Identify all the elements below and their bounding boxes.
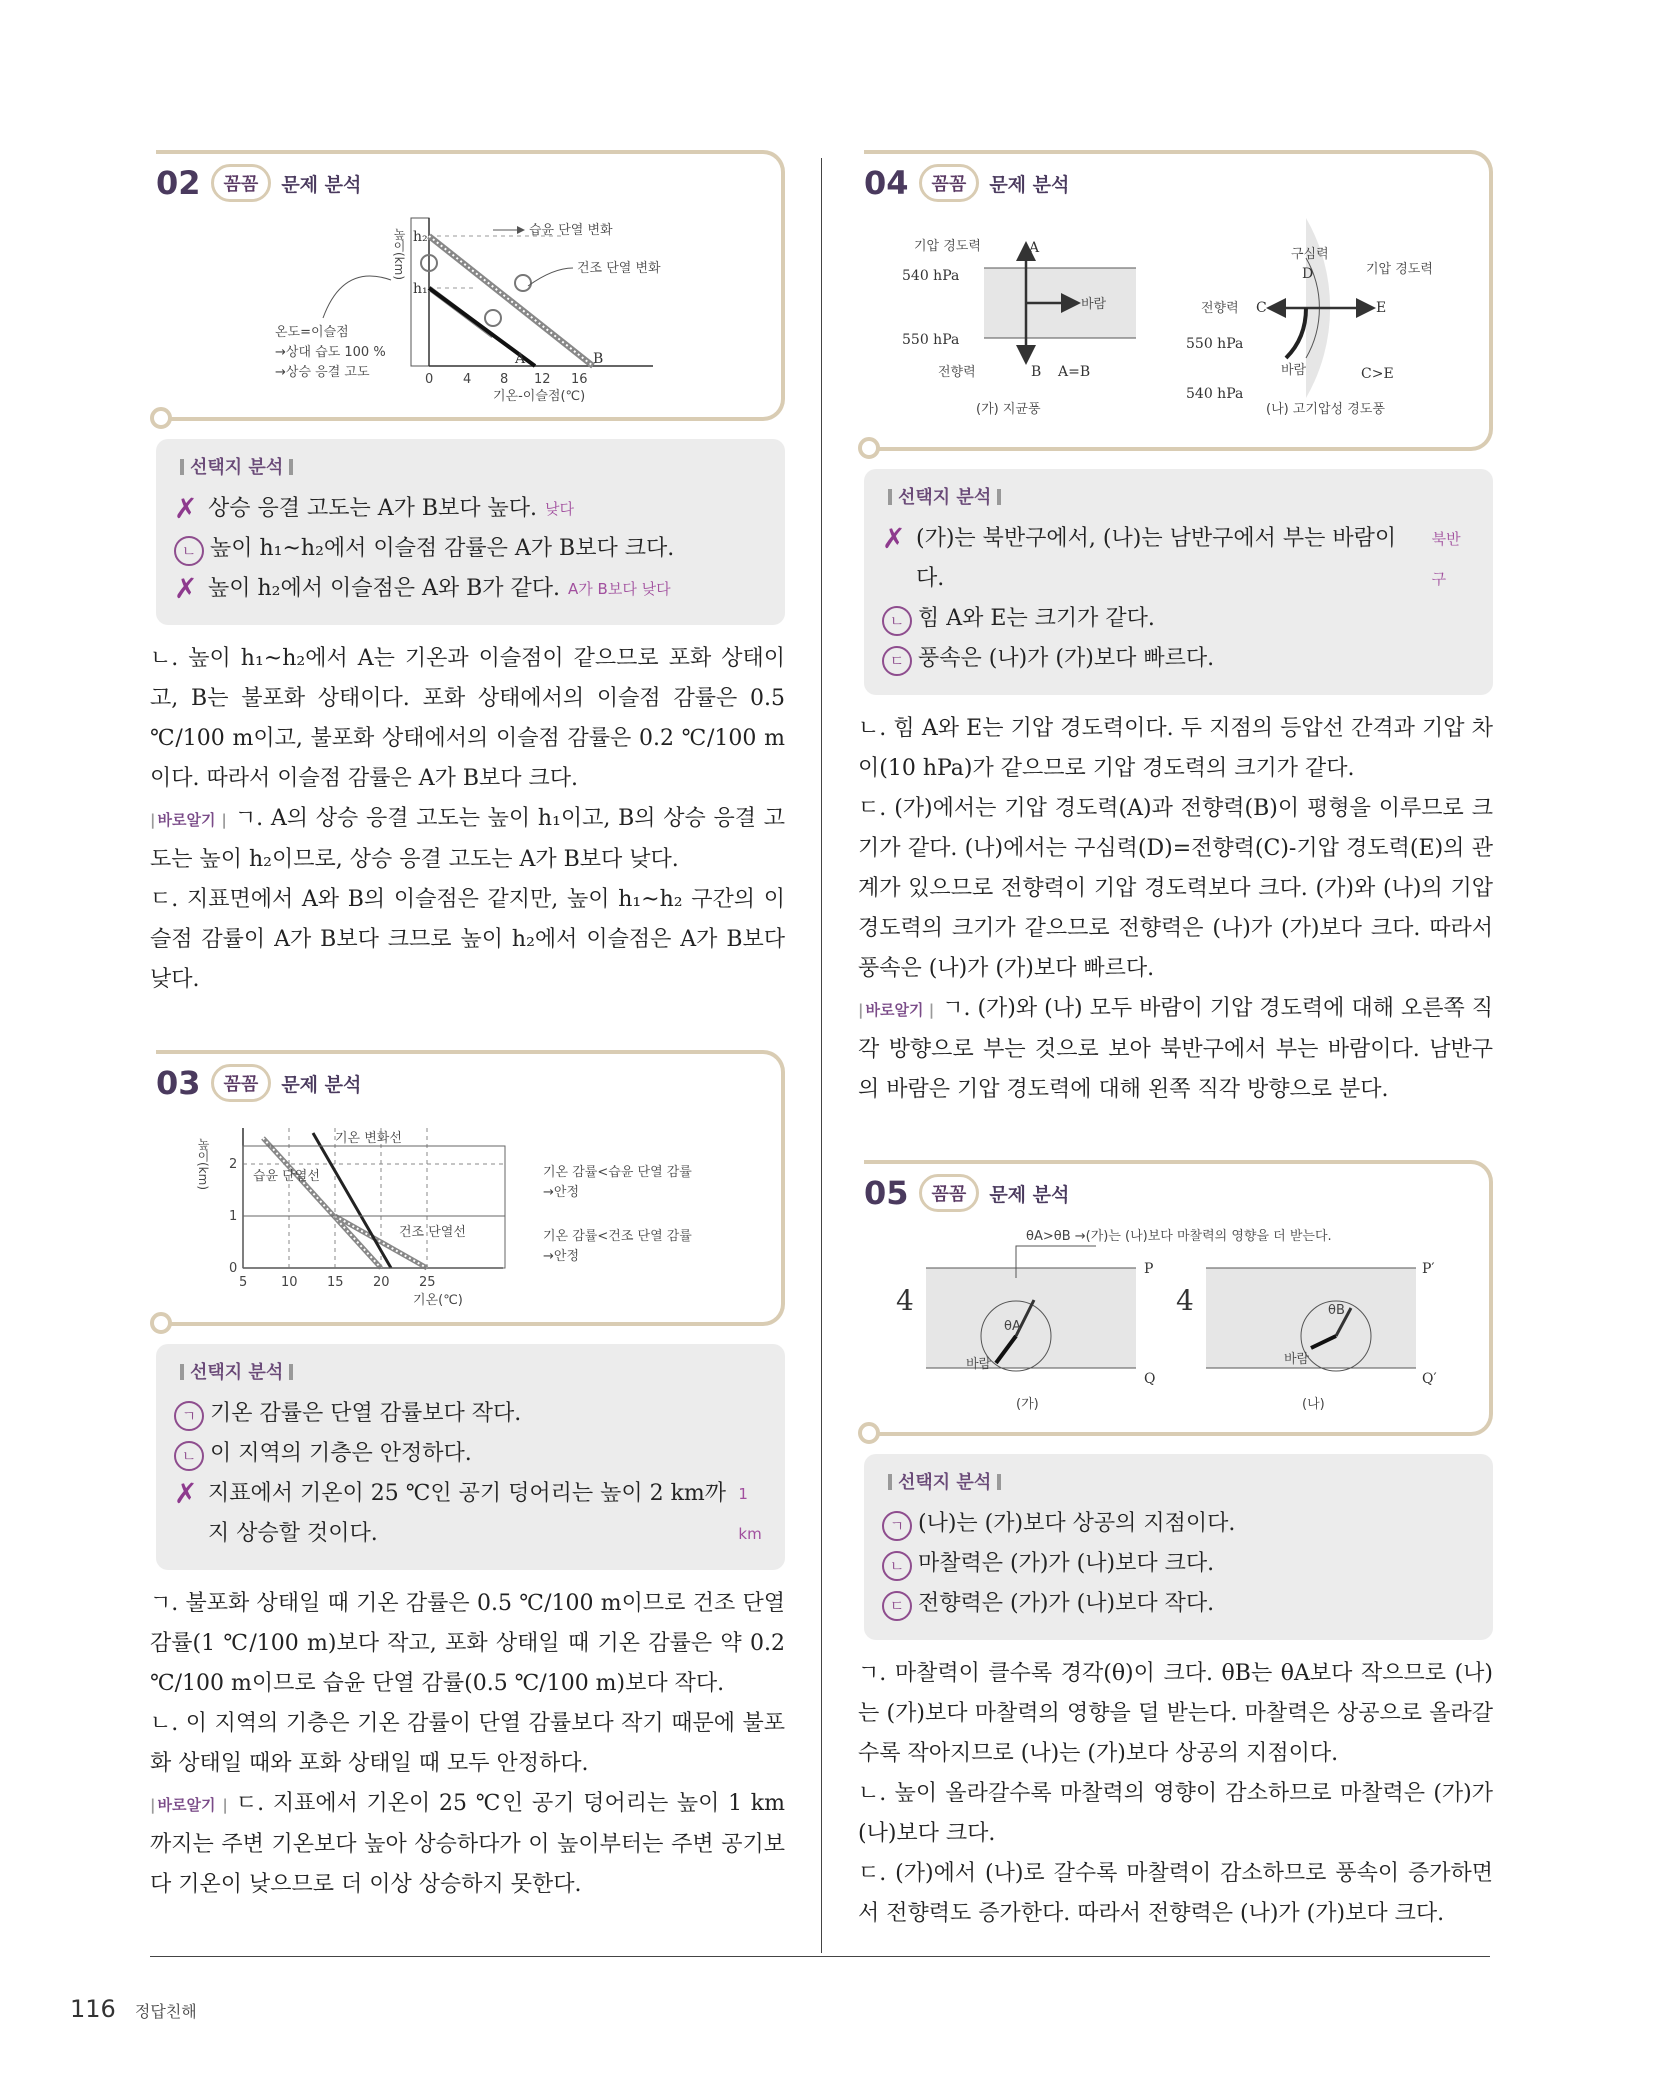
wrong-mark-icon: ✗ bbox=[174, 572, 198, 605]
choice-text: (가)는 북반구에서, (나)는 남반구에서 부는 바람이다. bbox=[916, 526, 1397, 591]
baro-text: ㄱ. (가)와 (나) 모두 바람이 기압 경도력에 대해 오른쪽 직각 방향으로 부는 것으로 보아 북반구에서 부는 바람이다. 남반구의 바람은 기압 경도력에 대해 왼쪽 직각 방향으로 분다. bbox=[858, 996, 1493, 1102]
explanation-04 bbox=[858, 709, 1493, 1110]
wrong-mark-icon: ✗ bbox=[882, 522, 906, 555]
section-title: 문제 분석 bbox=[281, 173, 362, 196]
caption-right: (나) bbox=[1301, 1397, 1325, 1412]
explanation-paragraph: ㄷ. 지표면에서 A와 B의 이슬점은 같지만, 높이 h₁~h₂ 구간의 이슬점 감률이 A가 B보다 크므로 높이 h₂에서 이슬점은 A가 B보다 낮다. bbox=[150, 887, 785, 992]
choices-box-05 bbox=[864, 1454, 1493, 1640]
x-tick-16: 16 bbox=[570, 372, 588, 387]
label-q: Q bbox=[1143, 1371, 1155, 1387]
arrow-dry bbox=[528, 268, 573, 286]
x-axis-label: 기온(℃) bbox=[412, 1293, 463, 1308]
section-title: 문제 분석 bbox=[281, 1073, 362, 1096]
label-q2: Q′ bbox=[1421, 1371, 1437, 1387]
choice-correction: 1 km bbox=[738, 1485, 762, 1543]
annotation-1a: 기온 감률<습윤 단열 감률 bbox=[542, 1165, 692, 1180]
choice-item bbox=[174, 489, 767, 529]
x-tick-5: 5 bbox=[238, 1275, 247, 1290]
caption-left: (가) 지균풍 bbox=[975, 402, 1041, 417]
explanation-paragraph: ㄴ. 힘 A와 E는 기압 경도력이다. 두 지점의 등압선 간격과 기압 차이(10 hPa)가 같으므로 기압 경도력의 크기가 같다. bbox=[858, 716, 1493, 781]
problem-number: 02 bbox=[156, 164, 201, 202]
choice-text: 높이 h₁~h₂에서 이슬점 감률은 A가 B보다 크다. bbox=[210, 536, 675, 561]
choice-item bbox=[882, 1504, 1475, 1544]
explanation-paragraph: ㄱ. 마찰력이 클수록 경각(θ)이 크다. θB는 θA보다 작으므로 (나)는 (가)보다 마찰력의 영향을 덜 받는다. 마찰력은 상공으로 올라갈수록 작아지므로 (나)는 (가)보다 상공의 지점이다. bbox=[858, 1661, 1493, 1766]
p540-right: 540 hPa bbox=[1185, 386, 1243, 402]
problem-03 bbox=[150, 1050, 785, 1905]
left-number: 4 bbox=[895, 1284, 914, 1317]
baro-paragraph bbox=[858, 989, 1493, 1110]
correct-mark-icon: ㄱ bbox=[882, 1511, 912, 1541]
choice-text: 지표에서 기온이 25 ℃인 공기 덩어리는 높이 2 km까지 상승할 것이다. bbox=[208, 1481, 727, 1546]
analysis-box-04 bbox=[864, 150, 1493, 451]
column-divider bbox=[821, 158, 822, 1953]
choice-item bbox=[882, 599, 1475, 639]
problem-number: 05 bbox=[864, 1174, 909, 1212]
h2-label: h₂ bbox=[412, 229, 428, 245]
annotation-2a: 기온 감률<건조 단열 감률 bbox=[542, 1229, 692, 1244]
point-a: A bbox=[514, 351, 525, 367]
choice-text: 이 지역의 기층은 안정하다. bbox=[210, 1441, 472, 1466]
analysis-box-03 bbox=[156, 1050, 785, 1326]
wind-label-left: 바람 bbox=[965, 1357, 991, 1372]
choices-title: 선택지 분석 bbox=[174, 453, 767, 479]
arrow-left bbox=[323, 276, 391, 318]
explanation-05 bbox=[858, 1654, 1493, 1934]
footer-label: 정답친해 bbox=[134, 2002, 197, 2021]
choices-box-02 bbox=[156, 439, 785, 625]
right-column bbox=[858, 150, 1493, 1972]
left-annotation-2: →상대 습도 100 % bbox=[274, 345, 386, 360]
choice-correction: 낮다 bbox=[545, 500, 575, 518]
problem-04 bbox=[858, 150, 1493, 1110]
section-title: 문제 분석 bbox=[989, 173, 1070, 196]
baro-text: ㄱ. A의 상승 응결 고도는 높이 h₁이고, B의 상승 응결 고도는 높이 h₂이므로, 상승 응결 고도는 A가 B보다 낮다. bbox=[150, 806, 785, 872]
choices-box-03 bbox=[156, 1344, 785, 1570]
y-tick-0: 0 bbox=[228, 1261, 237, 1276]
point-b: B bbox=[592, 351, 603, 367]
annotation-2b: →안정 bbox=[542, 1249, 579, 1264]
problem-number: 04 bbox=[864, 164, 909, 202]
letter-d: D bbox=[1301, 266, 1313, 282]
y-axis-label: 높이(km) bbox=[391, 228, 406, 281]
choice-text: 풍속은 (나)가 (가)보다 빠르다. bbox=[918, 646, 1215, 671]
choice-correction: 북반구 bbox=[1431, 530, 1461, 588]
correct-mark-icon: ㄴ bbox=[174, 1441, 204, 1471]
choice-item bbox=[174, 1474, 767, 1554]
left-annotation-1: 온도=이슬점 bbox=[274, 325, 349, 340]
temp-line-label: 기온 변화선 bbox=[334, 1131, 402, 1146]
correct-mark-icon: ㄱ bbox=[174, 1401, 204, 1431]
x-tick-0: 0 bbox=[424, 372, 433, 387]
problem-header-05 bbox=[864, 1174, 1477, 1212]
friction-figure bbox=[866, 1218, 1476, 1418]
choice-item bbox=[174, 569, 767, 609]
choice-item bbox=[174, 1434, 767, 1474]
analysis-box-02 bbox=[156, 150, 785, 421]
x-tick-15: 15 bbox=[326, 1275, 344, 1290]
choice-text: 마찰력은 (가)가 (나)보다 크다. bbox=[918, 1551, 1215, 1576]
page-number: 116 bbox=[70, 1995, 116, 2023]
choice-item bbox=[882, 519, 1475, 599]
left-annotation-3: →상승 응결 고도 bbox=[274, 365, 370, 380]
lapse-rate-figure bbox=[163, 1108, 763, 1308]
choice-text: 상승 응결 고도는 A가 B보다 높다. bbox=[208, 496, 538, 521]
annotation-1b: →안정 bbox=[542, 1185, 579, 1200]
coriolis-label-right: 전향력 bbox=[1200, 301, 1239, 316]
p540-left: 540 hPa bbox=[901, 268, 959, 284]
wind-label-right: 바람 bbox=[1280, 363, 1306, 378]
choice-item bbox=[882, 1584, 1475, 1624]
letter-b: B bbox=[1030, 364, 1041, 380]
moist-line-label: 습윤 단열선 bbox=[252, 1169, 320, 1184]
choice-text: 기온 감률은 단열 감률보다 작다. bbox=[210, 1401, 522, 1426]
x-tick-4: 4 bbox=[462, 372, 471, 387]
correct-mark-icon: ㄴ bbox=[882, 606, 912, 636]
explanation-paragraph: ㄴ. 높이 h₁~h₂에서 A는 기온과 이슬점이 같으므로 포화 상태이고, B는 불포화 상태이다. 포화 상태에서의 이슬점 감률은 0.5 ℃/100 m이고, 불포화 상태에서의 이슬점 감률은 0.2 ℃/100 m이다. 따라서 이슬점 감률은 A가 B보다 크다. bbox=[150, 646, 785, 791]
y-axis-label: 높이(km) bbox=[195, 1138, 210, 1191]
dewpoint-figure bbox=[163, 208, 763, 403]
label-p2: P′ bbox=[1421, 1261, 1435, 1277]
problem-header-03 bbox=[156, 1064, 769, 1102]
correct-mark-icon: ㄷ bbox=[882, 1591, 912, 1621]
wrong-mark-icon: ✗ bbox=[174, 1477, 198, 1510]
c-greater-e: C>E bbox=[1360, 366, 1394, 382]
wind-label-left: 바람 bbox=[1080, 297, 1106, 312]
baro-paragraph bbox=[150, 799, 785, 880]
badge: 꼼꼼 bbox=[211, 1064, 272, 1102]
correct-mark-icon: ㄴ bbox=[174, 536, 204, 566]
baro-label: | 바로알기 | bbox=[858, 1001, 934, 1019]
pgf-label-left: 기압 경도력 bbox=[913, 239, 981, 254]
choice-item bbox=[174, 529, 767, 569]
caption-right: (나) 고기압성 경도풍 bbox=[1265, 402, 1385, 417]
wind-label-right: 바람 bbox=[1283, 1352, 1309, 1367]
x-axis-label: 기온-이슬점(℃) bbox=[492, 389, 585, 403]
letter-e: E bbox=[1375, 300, 1386, 316]
moist-annotation: 습윤 단열 변화 bbox=[528, 223, 613, 238]
explanation-paragraph: ㄱ. 불포화 상태일 때 기온 감률은 0.5 ℃/100 m이므로 건조 단열 감률(1 ℃/100 m)보다 작고, 포화 상태일 때 기온 감률은 약 0.2 ℃/100 m이므로 습윤 단열 감률(0.5 ℃/100 m)보다 작다. bbox=[150, 1591, 785, 1696]
choices-title: 선택지 분석 bbox=[174, 1358, 767, 1384]
x-tick-20: 20 bbox=[372, 1275, 390, 1290]
choices-title: 선택지 분석 bbox=[882, 483, 1475, 509]
choice-item bbox=[174, 1394, 767, 1434]
theta-a: θA bbox=[1003, 1319, 1021, 1334]
problem-header-02 bbox=[156, 164, 769, 202]
y-tick-2: 2 bbox=[228, 1157, 237, 1172]
letter-c: C bbox=[1255, 300, 1267, 316]
explanation-02 bbox=[150, 639, 785, 1000]
problem-05 bbox=[858, 1160, 1493, 1934]
choice-text: 전향력은 (가)가 (나)보다 작다. bbox=[918, 1591, 1215, 1616]
dry-line-label: 건조 단열선 bbox=[398, 1225, 466, 1240]
badge: 꼼꼼 bbox=[919, 164, 980, 202]
choices-box-04 bbox=[864, 469, 1493, 695]
theta-b: θB bbox=[1327, 1303, 1345, 1318]
x-tick-10: 10 bbox=[280, 1275, 298, 1290]
band-left bbox=[926, 1268, 1136, 1368]
badge: 꼼꼼 bbox=[919, 1174, 980, 1212]
marker-circle-3 bbox=[515, 275, 531, 291]
p550-right: 550 hPa bbox=[1185, 336, 1243, 352]
explanation-paragraph: ㄷ. (가)에서 (나)로 갈수록 마찰력이 감소하므로 풍속이 증가하면서 전향력도 증가한다. 따라서 전향력은 (나)가 (가)보다 크다. bbox=[858, 1861, 1493, 1926]
choice-text: (나)는 (가)보다 상공의 지점이다. bbox=[918, 1511, 1236, 1536]
explanation-paragraph: ㄴ. 이 지역의 기층은 기온 감률이 단열 감률보다 작기 때문에 불포화 상태일 때와 포화 상태일 때 모두 안정하다. bbox=[150, 1711, 785, 1776]
x-tick-25: 25 bbox=[418, 1275, 436, 1290]
choice-text: 힘 A와 E는 크기가 같다. bbox=[918, 606, 1155, 631]
explanation-paragraph: ㄴ. 높이 올라갈수록 마찰력의 영향이 감소하므로 마찰력은 (가)가 (나)보다 크다. bbox=[858, 1781, 1493, 1846]
explanation-paragraph: ㄷ. (가)에서는 기압 경도력(A)과 전향력(B)이 평형을 이루므로 크기가 같다. (나)에서는 구심력(D)=전향력(C)-기압 경도력(E)의 관계가 있으므로 전향력이 기압 경도력보다 크다. (가)와 (나)의 기압 경도력의 크기가 같으므로 전향력은 (나)가 (가)보다 크다. 따라서 풍속은 (나)가 (가)보다 빠르다. bbox=[858, 796, 1493, 981]
letter-a: A bbox=[1028, 240, 1039, 256]
wind-arrow-right bbox=[1286, 308, 1306, 358]
caption-left: (가) bbox=[1015, 1397, 1039, 1412]
baro-label: | 바로알기 | bbox=[150, 811, 227, 829]
x-tick-8: 8 bbox=[499, 372, 508, 387]
wrong-mark-icon: ✗ bbox=[174, 492, 198, 525]
section-title: 문제 분석 bbox=[989, 1183, 1070, 1206]
wind-figure bbox=[866, 208, 1476, 433]
marker-circle-2 bbox=[485, 310, 501, 326]
baro-text: ㄷ. 지표에서 기온이 25 ℃인 공기 덩어리는 높이 1 km까지는 주변 기온보다 높아 상승하다가 이 높이부터는 주변 공기보다 기온이 낮으므로 더 이상 상승하지 못한다. bbox=[150, 1791, 786, 1897]
choice-item bbox=[882, 1544, 1475, 1584]
choice-item bbox=[882, 639, 1475, 679]
badge: 꼼꼼 bbox=[211, 164, 272, 202]
problem-number: 03 bbox=[156, 1064, 201, 1102]
choice-text: 높이 h₂에서 이슬점은 A와 B가 같다. bbox=[208, 576, 561, 601]
baro-label: | 바로알기 | bbox=[150, 1796, 228, 1814]
a-equals-b: A=B bbox=[1057, 364, 1090, 380]
dry-annotation: 건조 단열 변화 bbox=[576, 261, 661, 276]
coriolis-label-left: 전향력 bbox=[937, 365, 976, 380]
page-footer bbox=[70, 1995, 197, 2023]
explanation-03 bbox=[150, 1584, 785, 1905]
correct-mark-icon: ㄷ bbox=[882, 646, 912, 676]
left-column bbox=[150, 150, 785, 1943]
centripetal-label: 구심력 bbox=[1290, 247, 1329, 262]
x-tick-12: 12 bbox=[533, 372, 551, 387]
top-note: θA>θB →(가)는 (나)보다 마찰력의 영향을 더 받는다. bbox=[1025, 1229, 1332, 1244]
pgf-label-right: 기압 경도력 bbox=[1365, 262, 1433, 277]
y-tick-1: 1 bbox=[228, 1209, 237, 1224]
band-right bbox=[1206, 1268, 1416, 1368]
correct-mark-icon: ㄴ bbox=[882, 1551, 912, 1581]
problem-02 bbox=[150, 150, 785, 1000]
temperature-line bbox=[313, 1133, 391, 1268]
choices-title: 선택지 분석 bbox=[882, 1468, 1475, 1494]
baro-paragraph bbox=[150, 1784, 785, 1905]
right-number: 4 bbox=[1175, 1284, 1194, 1317]
h1-label: h₁ bbox=[412, 281, 428, 297]
choice-correction: A가 B보다 낮다 bbox=[568, 580, 671, 598]
label-p: P bbox=[1143, 1261, 1153, 1277]
p550-left: 550 hPa bbox=[901, 332, 959, 348]
problem-header-04 bbox=[864, 164, 1477, 202]
analysis-box-05 bbox=[864, 1160, 1493, 1436]
